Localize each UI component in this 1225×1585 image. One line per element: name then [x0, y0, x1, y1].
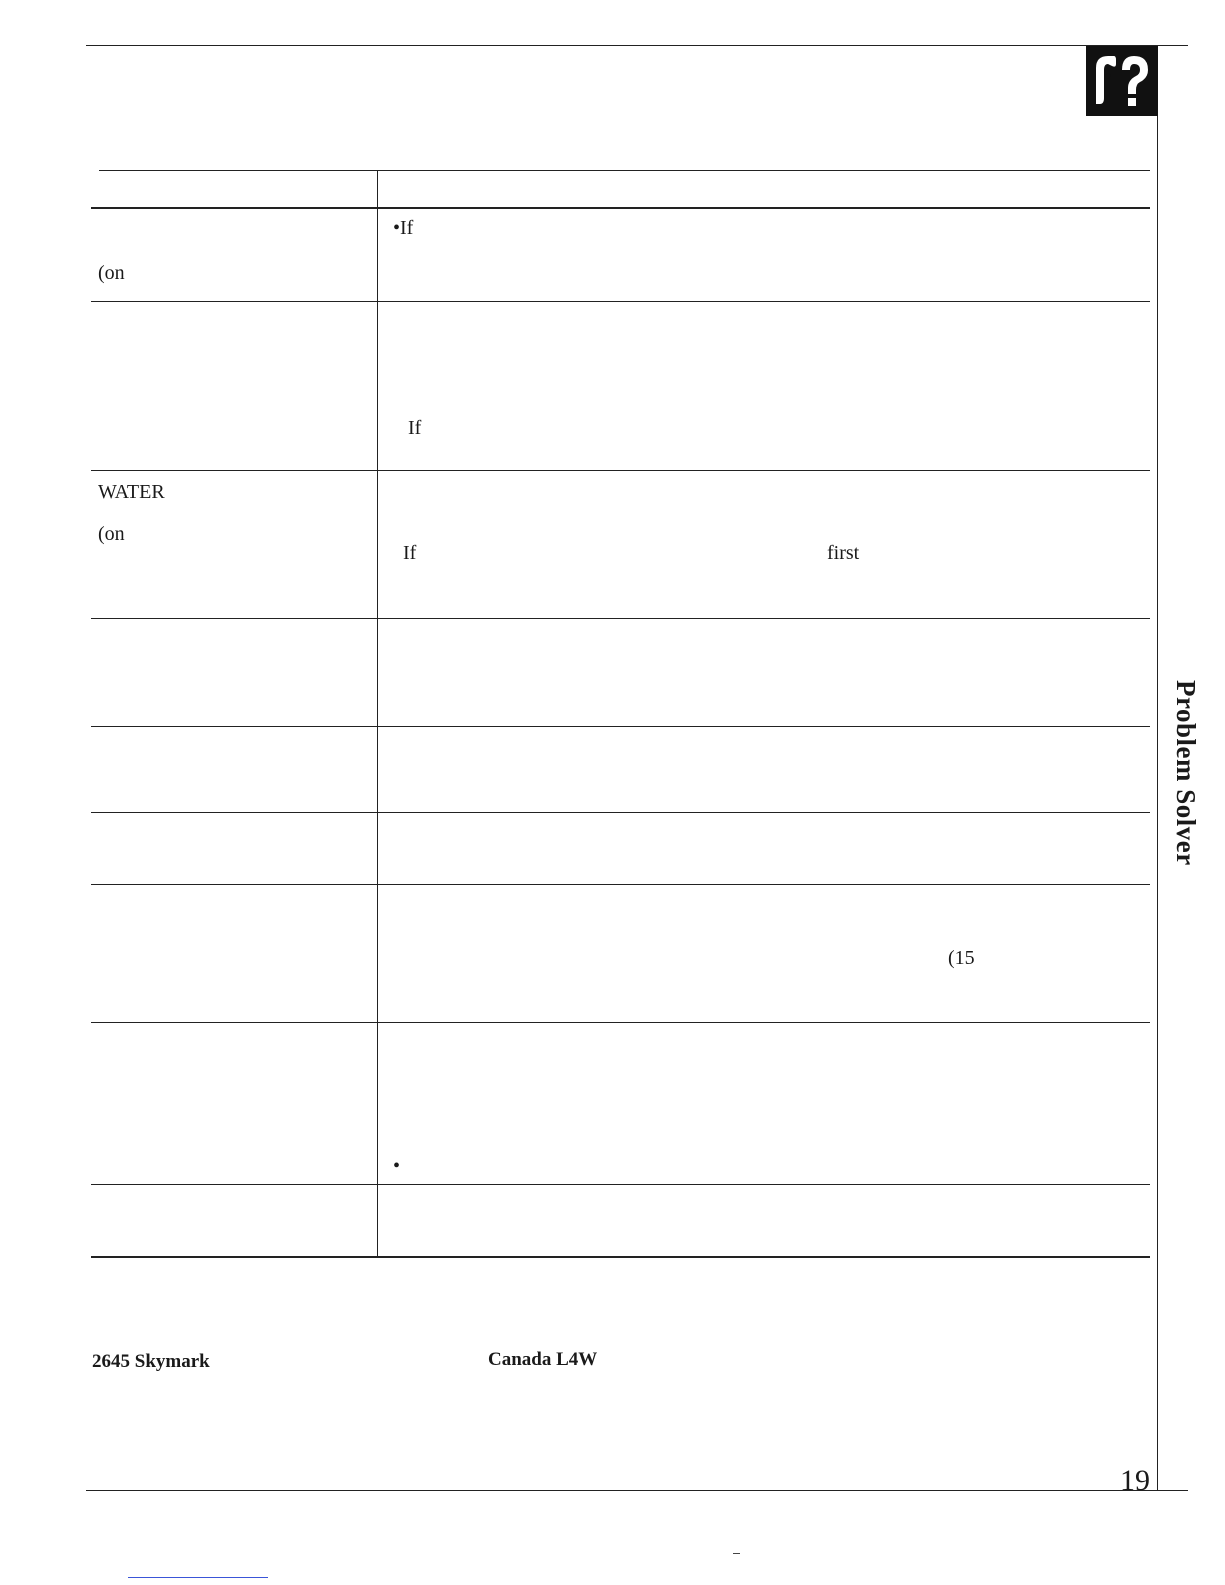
row-rule-6 — [91, 884, 1150, 885]
address-street: 2645 Skymark — [92, 1351, 210, 1372]
row-rule-4 — [91, 726, 1150, 727]
cause-cell-text: first — [827, 542, 860, 564]
row-rule-1 — [91, 301, 1150, 302]
cause-cell-text: If — [408, 417, 422, 439]
footer-underline — [128, 1577, 268, 1578]
table-header-top-rule — [99, 170, 1150, 171]
footer-dash — [733, 1553, 740, 1554]
problem-cell-text: WATER — [98, 481, 165, 503]
cause-cell-text: If — [403, 542, 417, 564]
problem-solver-logo-icon — [1086, 46, 1158, 116]
row-rule-8 — [91, 1184, 1150, 1185]
side-section-title: Problem Solver — [1171, 680, 1201, 866]
row-rule-3 — [91, 618, 1150, 619]
row-rule-2 — [91, 470, 1150, 471]
cause-cell-text: •If — [393, 217, 414, 239]
problem-cell-text: (on — [98, 262, 125, 284]
row-rule-7 — [91, 1022, 1150, 1023]
problem-cell-text: (on — [98, 523, 125, 545]
cause-cell-text: (15 — [948, 947, 975, 969]
page-number: 19 — [1120, 1464, 1150, 1497]
row-rule-5 — [91, 812, 1150, 813]
cause-cell-bullet: • — [393, 1155, 401, 1177]
address-country: Canada L4W — [488, 1349, 598, 1370]
right-border — [1157, 45, 1158, 1490]
table-header-bottom-rule — [91, 207, 1150, 209]
top-rule — [86, 45, 1188, 46]
bottom-rule — [86, 1490, 1188, 1491]
table-column-divider — [377, 170, 378, 1257]
row-rule-9 — [91, 1256, 1150, 1258]
